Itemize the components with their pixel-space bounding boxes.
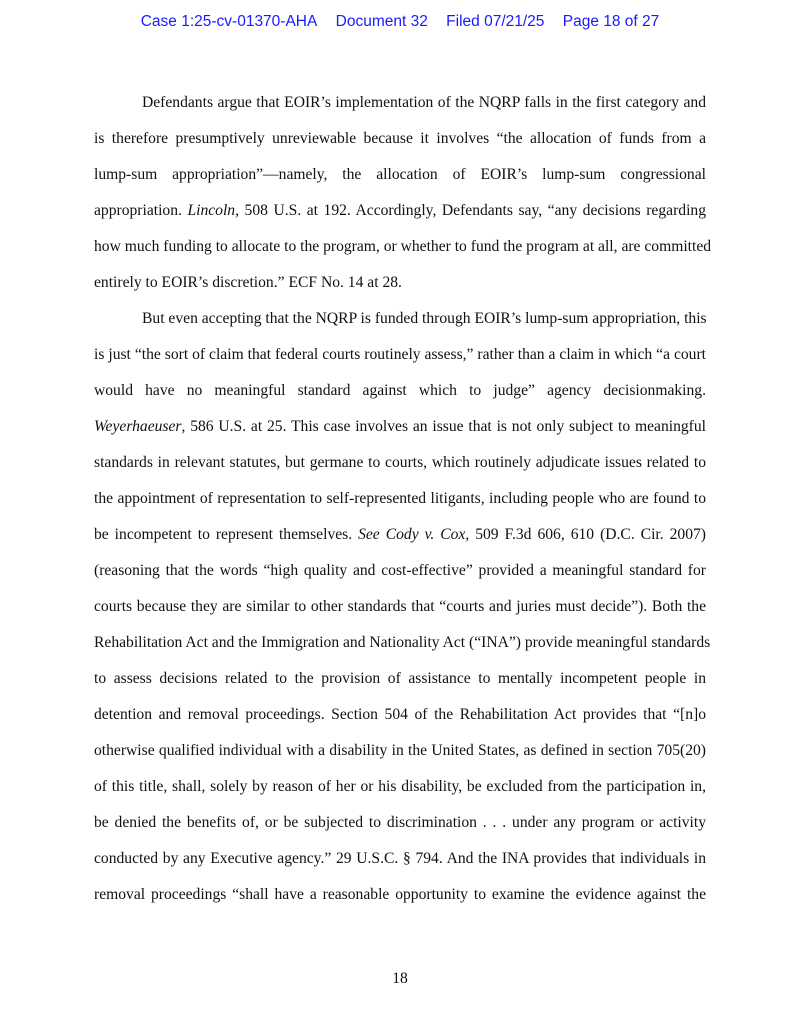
text-span: the appointment of representation to self-represented litigants, including people who are found to bbox=[94, 490, 706, 507]
text-span: be incompetent to represent themselves. bbox=[94, 526, 359, 543]
text-line bbox=[94, 380, 706, 416]
text-line bbox=[94, 812, 706, 848]
text-line bbox=[94, 524, 706, 560]
text-span: Defendants argue that EOIR’s implementation of the NQRP falls in the first category and bbox=[142, 94, 706, 111]
citation-italic: See Cody v. Cox bbox=[358, 526, 466, 543]
filed-date: Filed 07/21/25 bbox=[446, 13, 545, 30]
ecf-header bbox=[0, 13, 800, 31]
text-span: removal proceedings “shall have a reasonable opportunity to examine the evidence against the bbox=[94, 886, 706, 903]
text-line bbox=[94, 128, 706, 164]
text-line bbox=[94, 452, 706, 488]
text-span: (reasoning that the words “high quality and cost-effective” provided a meaningful standard for bbox=[94, 562, 706, 579]
text-line bbox=[94, 848, 706, 884]
text-line bbox=[94, 272, 706, 308]
text-span: of this title, shall, solely by reason of her or his disability, be excluded from the participation in, bbox=[94, 778, 706, 795]
text-line bbox=[94, 344, 706, 380]
text-span: But even accepting that the NQRP is funded through EOIR’s lump-sum appropriation, this bbox=[142, 310, 707, 327]
text-line bbox=[94, 416, 706, 452]
text-span: be denied the benefits of, or be subjected to discrimination . . . under any program or activity bbox=[94, 814, 706, 831]
text-span: otherwise qualified individual with a disability in the United States, as defined in section 705(20) bbox=[94, 742, 706, 759]
text-line bbox=[94, 164, 706, 200]
text-line bbox=[94, 488, 706, 524]
text-span: appropriation. bbox=[94, 202, 188, 219]
text-span: courts because they are similar to other standards that “courts and juries must decide”). Both the bbox=[94, 598, 706, 615]
text-line bbox=[94, 740, 706, 776]
document-number: Document 32 bbox=[335, 13, 428, 30]
text-line bbox=[94, 596, 706, 632]
text-line bbox=[94, 200, 706, 236]
text-span: how much funding to allocate to the program, or whether to fund the program at all, are committed bbox=[94, 238, 712, 255]
text-span: , 508 U.S. at 192. Accordingly, Defendants say, “any decisions regarding bbox=[235, 202, 706, 219]
text-span: is therefore presumptively unreviewable because it involves “the allocation of funds from a bbox=[94, 130, 706, 147]
page-number: 18 bbox=[392, 970, 408, 987]
text-span: , 509 F.3d 606, 610 (D.C. Cir. 2007) bbox=[465, 526, 706, 543]
text-line bbox=[94, 92, 706, 128]
text-span: detention and removal proceedings. Section 504 of the Rehabilitation Act provides that “[n]o bbox=[94, 706, 706, 723]
text-line bbox=[94, 308, 706, 344]
text-line bbox=[94, 884, 706, 920]
text-line bbox=[94, 668, 706, 704]
text-line bbox=[94, 776, 706, 812]
citation-italic: Lincoln bbox=[187, 202, 236, 219]
text-span: conducted by any Executive agency.” 29 U.S.C. § 794. And the INA provides that individuals in bbox=[94, 850, 706, 867]
page-count: Page 18 of 27 bbox=[562, 13, 660, 30]
text-span: Rehabilitation Act and the Immigration and Nationality Act (“INA”) provide meaningful standards bbox=[94, 634, 711, 651]
text-line bbox=[94, 560, 706, 596]
document-body bbox=[94, 92, 712, 920]
text-span: standards in relevant statutes, but germane to courts, which routinely adjudicate issues related to bbox=[94, 454, 706, 471]
case-number: Case 1:25-cv-01370-AHA bbox=[140, 13, 318, 30]
text-span: is just “the sort of claim that federal courts routinely assess,” rather than a claim in which “a court bbox=[94, 346, 706, 363]
text-span: lump-sum appropriation”—namely, the allocation of EOIR’s lump-sum congressional bbox=[94, 166, 706, 183]
citation-italic: Weyerhaeuser bbox=[94, 418, 182, 435]
text-span: entirely to EOIR’s discretion.” ECF No. 14 at 28. bbox=[94, 274, 402, 291]
text-line bbox=[94, 236, 712, 272]
text-span: to assess decisions related to the provision of assistance to mentally incompetent people in bbox=[94, 670, 706, 687]
text-line bbox=[94, 632, 711, 668]
text-span: would have no meaningful standard against which to judge” agency decisionmaking. bbox=[94, 382, 706, 399]
text-span: , 586 U.S. at 25. This case involves an issue that is not only subject to meaningful bbox=[181, 418, 706, 435]
text-line bbox=[94, 704, 706, 740]
